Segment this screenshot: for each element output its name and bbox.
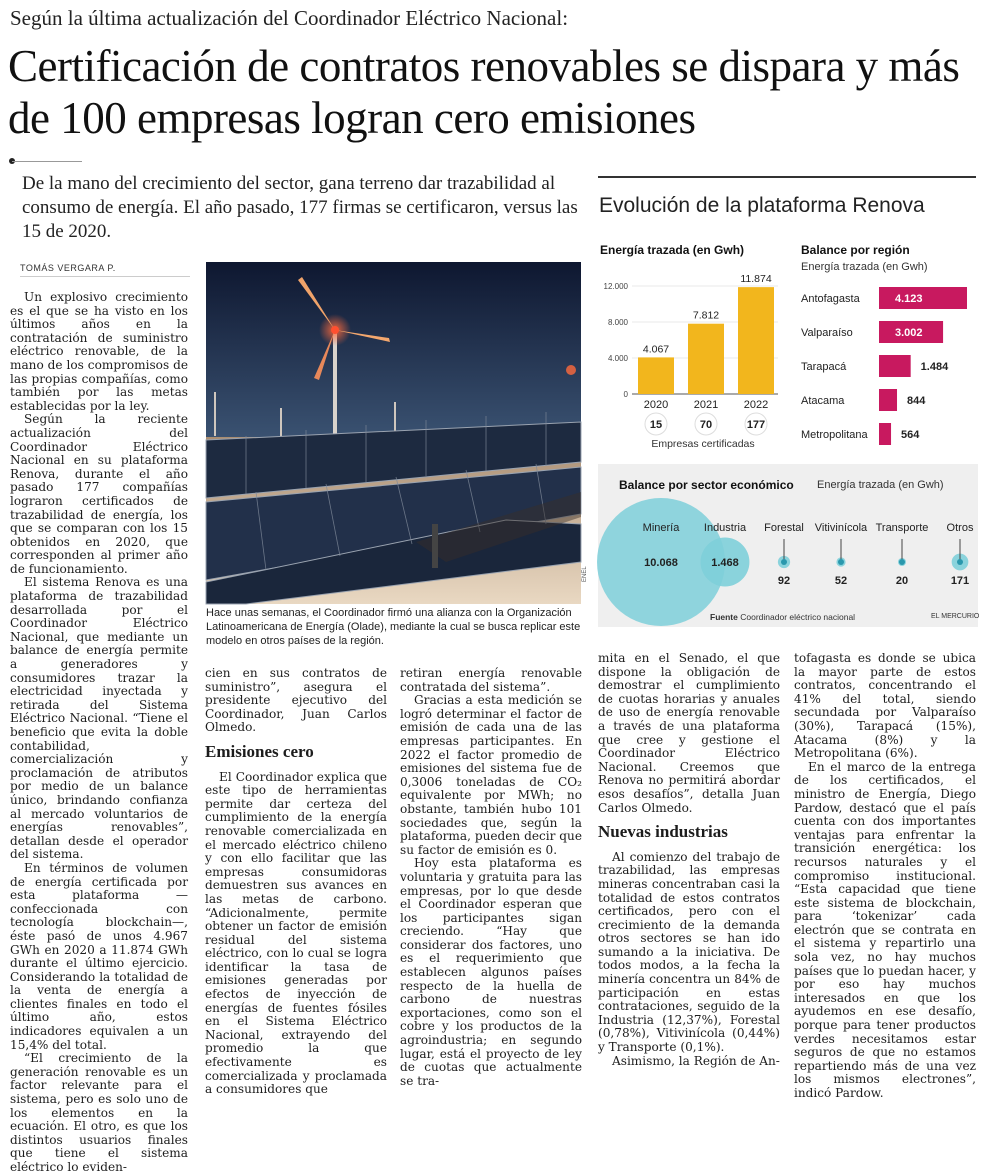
paragraph: En el marco de la entrega de los certificados, el ministro de Energía, Diego Pardow, destacó que el país cuenta con dos importantes ventajas para enfrentar la transición energética: los recursos naturales y el compromiso institucional. “Esta capacidad que tiene este sistema de blockchain, para ‘tokenizar’ cada electrón que se contrata en el sistema y repartirlo una sola vez, no hay muchos países que lo puedan hacer, y por eso hay muchos interesados en que los ayudemos en ese desafío, porque para tener productos verdes necesitamos estar seguros de que no estamos repartiendo más de una vez los mismos electrones”, indicó Pardow. [794, 759, 976, 1100]
sector-label: Minería [642, 522, 680, 534]
paragraph: El Coordinador explica que este tipo de herramientas permite dar certeza del cumplimiento de la energía renovable comercializada en el mercado eléctrico chileno y con ello facilitar que las empresas consumidoras demuestren sus avances en las metas de carbono. “Adicionalmente, permite obtener un factor de emisión residual del sistema eléctrico, con lo cual se logra identificar la tasa de emisiones generadas por efectos de inyección de energías de fuentes fósiles en el Sistema Eléctrico Nacional, extrayendo del promedio la que efectivamente es comercializada y proclamada a consumidores que [205, 769, 387, 1097]
infographic-title: Evolución de la plataforma Renova [599, 194, 925, 217]
column-5 [794, 652, 976, 1101]
companies-count: 177 [746, 419, 766, 431]
energy-value-label: 4.067 [642, 343, 670, 356]
region-bar-Metropolitana [879, 423, 891, 445]
year-label: 2021 [693, 399, 719, 411]
energy-chart-title: Energía trazada (en Gwh) [600, 243, 745, 257]
paragraph: retiran energía renovable contratada del sistema”. [400, 666, 582, 694]
column-1 [10, 291, 188, 1175]
region-bar-chart [798, 280, 978, 455]
paragraph: Un explosivo crecimiento es el que se ha visto en los últimos años en la contratación de suministro eléctrico renovable, de la mano de los compromisos de las propias compañías, como también por las metas establecidas por la ley. [10, 290, 188, 413]
sector-label: Vitivinícola [814, 522, 868, 534]
sector-value-label: 52 [834, 575, 848, 587]
source-line [710, 612, 855, 622]
paragraph: El sistema Renova es una plataforma de trazabilidad desarrollada por el Coordinador Eléctrico Nacional, que mediante un balance de energía permite a generadores y consumidores trazar la electricidad inyectada y retirada del Sistema Eléctrico Nacional. “Tiene el beneficio que evita la doble contabilidad, comercialización y proclamación de atributos por medio de un balance único, brindando confianza al mercado voluntarios de energías renovables”, detallan desde el operador del sistema. [10, 575, 188, 862]
source-text: Coordinador eléctrico nacional [740, 612, 856, 622]
region-label: Valparaíso [801, 327, 853, 339]
paragraph: Asimismo, la Región de An- [612, 1053, 780, 1068]
headline: Certificación de contratos renovables se dispara y más de 100 empresas logran cero emisiones [8, 41, 960, 143]
column-3 [400, 667, 582, 1088]
region-bar-Antofagasta [879, 287, 967, 309]
year-label: 2020 [643, 399, 669, 411]
byline-rule [20, 276, 190, 277]
region-value-label: 3.002 [895, 327, 923, 339]
region-label: Tarapacá [801, 361, 847, 373]
energy-bar-2020 [638, 357, 674, 394]
y-tick-label: 4.000 [607, 354, 628, 363]
sector-dot [957, 559, 963, 565]
region-label: Metropolitana [801, 429, 868, 441]
sector-chart-title: Balance por sector económico [619, 478, 794, 492]
region-value-label: 844 [907, 395, 926, 407]
solar-farm-photo [206, 262, 581, 604]
region-label: Atacama [801, 395, 845, 407]
sector-bubble-chart [598, 464, 978, 627]
sector-value-label: 20 [895, 575, 909, 587]
sector-value-label: 92 [777, 575, 791, 587]
sector-chart-subtitle: Energía trazada (en Gwh) [817, 479, 944, 491]
sector-value-label: 1.468 [711, 557, 739, 569]
year-label: 2022 [743, 399, 769, 411]
sector-value-label: 10.068 [644, 557, 678, 569]
subheading-nuevas-industrias: Nuevas industrias [598, 822, 728, 842]
sector-label: Forestal [764, 522, 804, 534]
sector-value-label: 171 [950, 575, 970, 587]
sector-label: Otros [946, 522, 974, 534]
sector-label: Transporte [875, 522, 929, 534]
energy-value-label: 11.874 [740, 273, 772, 286]
photo-caption: Hace unas semanas, el Coordinador firmó una alianza con la Organización Latinoamericana de Energía (Olade), mediante la cual se busca replicar este modelo en otros países de la región. [206, 607, 581, 647]
paragraph: cien en sus contratos de suministro”, asegura el presidente ejecutivo del Coordinador, Juan Carlos Olmedo. [205, 666, 387, 735]
companies-count: 15 [649, 419, 663, 431]
sector-dot [899, 559, 905, 565]
headline-rule [12, 161, 82, 162]
byline: TOMÁS VERGARA P. [20, 263, 116, 273]
deck: De la mano del crecimiento del sector, gana terreno dar trazabilidad al consumo de energía. El año pasado, 177 firmas se certificaron, versus las 15 de 2020. [22, 173, 578, 242]
source-label: Fuente [710, 612, 738, 622]
companies-label: Empresas certificadas [651, 438, 755, 450]
infographic-rule [598, 176, 976, 178]
photo-illustration [206, 262, 581, 604]
paragraph: Gracias a esta medición se logró determinar el factor de emisión de cada una de las empresas participantes. En 2022 el factor promedio de emisiones del sistema fue de 0,3006 toneladas de CO₂ equivalente por MWh; no obstante, también hubo 101 sociedades que, según la plataforma, pueden decir que su factor de emisión es 0. [400, 693, 582, 857]
paragraph: tofagasta es donde se ubica la mayor parte de estos contratos, concentrando el 41% del total, siendo secundada por Valparaíso (30%), Tarapacá (15%), Atacama (8%) y la Metropolitana (6%). [794, 651, 976, 761]
paragraph: “El crecimiento de la generación renovable es un factor relevante para el sistema, pero es solo uno de los elementos en la ecuación. El otro, es que los distintos usuarios finales que tiene el sistema eléctrico lo eviden- [10, 1051, 188, 1174]
energy-bar-chart [598, 262, 786, 458]
region-bar-Atacama [879, 389, 897, 411]
brand-credit: EL MERCURIO [931, 613, 980, 620]
region-label: Antofagasta [801, 293, 860, 305]
paragraph: Al comienzo del trabajo de trazabilidad, las empresas mineras concentraban casi la totalidad de estos contratos certificados, pero con el crecimiento de la demanda otros sectores se han ido sumando a la iniciativa. De todos modos, a la fecha la minería concentra un 84% de participación en estas contrataciones, seguido de la Industria (12,37%), Forestal (0,78%), Vitivinícola (0,44%) y Transporte (0,1%). [598, 849, 780, 1055]
energy-bar-2021 [688, 324, 724, 394]
column-4 [598, 652, 780, 1068]
y-tick-label: 0 [623, 390, 628, 399]
region-value-label: 4.123 [895, 293, 923, 305]
photo-credit: ENEL [582, 566, 588, 582]
paragraph: mita en el Senado, el que dispone la obligación de demostrar el cumplimiento de cuotas horarias y anuales de uso de energía renovable a través de una plataforma que cree y gestione el Coordinador Eléctrico Nacional. Creemos que Renova no permitirá abordar esos desafíos”, detalla Juan Carlos Olmedo. [598, 651, 780, 815]
sector-dot [781, 559, 787, 565]
region-value-label: 564 [901, 429, 920, 441]
energy-bar-2022 [738, 287, 774, 394]
energy-value-label: 7.812 [692, 309, 720, 322]
paragraph: En términos de volumen de energía certificada por esta plataforma —confeccionada con tecnología blockchain—, éste pasó de unos 4.967 GWh en 2020 a 11.874 GWh durante el último ejercicio. Considerando la totalidad de la venta de energía a clientes finales en todo el último año, estos indicadores equivalen a un 15,4% del total. [10, 860, 188, 1052]
region-chart-title: Balance por región [801, 243, 910, 257]
region-chart-subtitle: Energía trazada (en Gwh) [801, 261, 928, 273]
paragraph: Hoy esta plataforma es voluntaria y gratuita para las empresas, por lo que desde el Coordinador esperan que los participantes sigan creciendo. “Hay que considerar dos factores, uno es el requerimiento que establecen algunos países respecto de la huella de carbono de nuestras exportaciones, como son el cobre y los productos de la agroindustria; en segundo lugar, está el proyecto de ley de cuotas que actualmente se tra- [400, 856, 582, 1088]
paragraph: Según la reciente actualización del Coordinador Eléctrico Nacional en su plataforma Renova, durante el año pasado 177 compañías lograron certificados de trazabilidad de energía, los que se comparan con los 15 obtenidos en 2020, que corresponden al primer año de funcionamiento. [10, 412, 188, 576]
y-tick-label: 12.000 [603, 282, 628, 291]
region-bar-Tarapacá [879, 355, 911, 377]
region-value-label: 1.484 [920, 361, 949, 373]
subheading-emisiones: Emisiones cero [205, 741, 314, 761]
column-2 [205, 667, 387, 1097]
companies-count: 70 [699, 419, 713, 431]
kicker: Según la última actualización del Coordinador Eléctrico Nacional: [10, 6, 569, 30]
sector-label: Industria [703, 522, 747, 534]
y-tick-label: 8.000 [607, 318, 628, 327]
sector-dot [838, 559, 844, 565]
